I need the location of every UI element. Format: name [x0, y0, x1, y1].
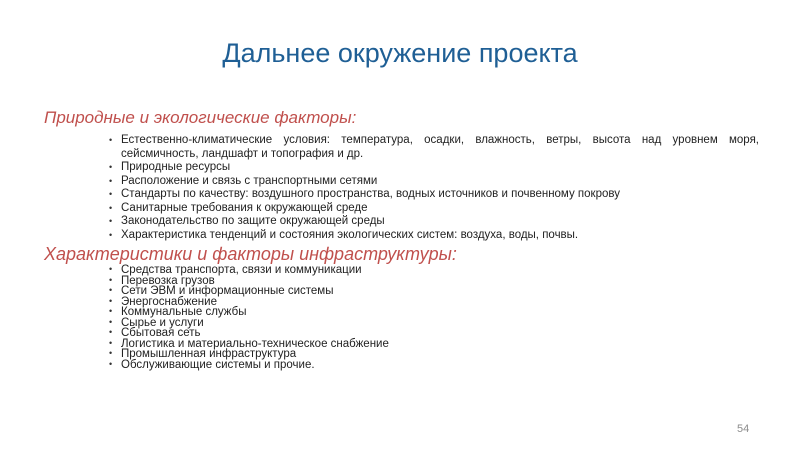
list-item [109, 201, 759, 216]
bullet-icon: • [109, 274, 113, 285]
natural-factors-list [79, 134, 759, 242]
list-item-text: Коммунальные службы [121, 306, 247, 318]
bullet-icon: • [109, 295, 113, 306]
list-item [109, 174, 759, 189]
infrastructure-factors-heading: Характеристики и факторы инфраструктуры: [44, 244, 457, 264]
list-item-text: Сбытовая сеть [121, 327, 201, 339]
list-item [109, 188, 759, 202]
slide-content [44, 108, 759, 370]
bullet-icon: • [109, 337, 113, 348]
list-item-text: Природные ресурсы [121, 161, 231, 173]
infrastructure-factors-list-wrap [79, 265, 759, 370]
list-item-text: Обслуживающие системы и прочие. [121, 358, 315, 371]
bullet-icon: • [109, 316, 113, 327]
bullet-icon: • [109, 306, 113, 316]
list-item-text: Естественно-климатические условия: температура, осадки, влажность, ветры, высота над уровнем моря, сейсмичность, ландшафт и топография и др. [121, 134, 759, 160]
list-item-text: Энергоснабжение [121, 295, 217, 308]
bullet-icon: • [109, 229, 113, 240]
bullet-icon: • [109, 135, 113, 145]
bullet-icon: • [109, 285, 113, 295]
list-item [109, 358, 759, 371]
list-item-text: Логистика и материально-техническое снабжение [121, 337, 389, 350]
bullet-icon: • [109, 358, 113, 369]
list-item [109, 215, 759, 229]
list-item-text: Стандарты по качеству: воздушного пространства, водных источников и почвенному покрову [121, 188, 620, 200]
bullet-icon: • [109, 202, 113, 213]
list-item-text: Характеристика тенденций и состояния экологических систем: воздуха, воды, почвы. [121, 228, 579, 241]
list-item [109, 228, 759, 243]
slide-title: Дальнее окружение проекта [222, 38, 578, 68]
page-number: 54 [737, 423, 750, 435]
list-item-text: Законодательство по защите окружающей среды [121, 215, 385, 227]
bullet-icon: • [109, 348, 113, 358]
list-item-text: Промышленная инфраструктура [121, 348, 297, 360]
bullet-icon: • [109, 327, 113, 337]
bullet-icon: • [109, 162, 113, 172]
list-item-text: Перевозка грузов [121, 274, 215, 287]
bullet-icon: • [109, 216, 113, 226]
infrastructure-factors-list [79, 265, 759, 370]
list-item [109, 161, 759, 175]
list-item [109, 306, 759, 318]
list-item-text: Средства транспорта, связи и коммуникации [121, 264, 362, 276]
bullet-icon: • [109, 175, 113, 186]
list-item [109, 264, 759, 276]
list-item-text: Сети ЭВМ и информационные системы [121, 285, 334, 297]
list-item-text: Сырье и услуги [121, 316, 204, 329]
bullet-icon: • [109, 189, 113, 199]
natural-factors-list-wrap [79, 134, 759, 242]
natural-factors-heading: Природные и экологические факторы: [44, 108, 357, 127]
list-item-text: Расположение и связь с транспортными сетями [121, 174, 378, 187]
list-item-text: Санитарные требования к окружающей среде [121, 201, 368, 214]
bullet-icon: • [109, 264, 113, 274]
list-item [109, 316, 759, 329]
list-item [109, 134, 759, 161]
